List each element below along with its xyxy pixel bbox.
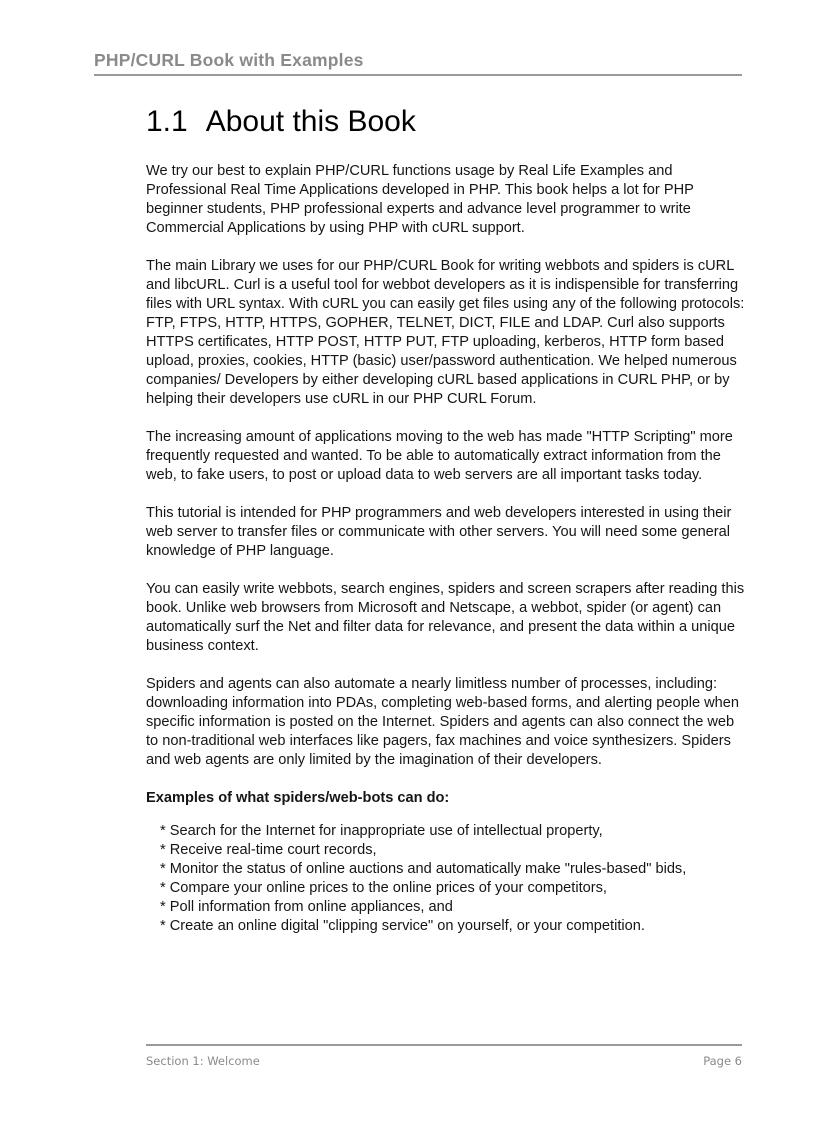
paragraph-intro: We try our best to explain PHP/CURL functions usage by Real Life Examples and Professional Real Time Applications developed in PHP. This book helps a lot for PHP beginner students, PHP professional experts and advance level programmer to write Commercial Applications by using PHP with cURL support. — [146, 163, 694, 236]
footer-page-number: Page 6 — [703, 1054, 742, 1068]
paragraph-http-scripting: The increasing amount of applications moving to the web has made "HTTP Scripting" more frequently requested and wanted. To be able to automatically extract information from the web, to fake users, to post or upload data to web servers are all important tasks today. — [146, 429, 733, 483]
paragraph-webbots: You can easily write webbots, search engines, spiders and screen scrapers after reading this book. Unlike web browsers from Microsoft and Netscape, a webbot, spider (or agent) can automatically surf the Net and filter data for relevance, and present the data within a unique business context. — [146, 581, 745, 654]
list-item: * Monitor the status of online auctions and automatically make "rules-based" bids, — [160, 861, 687, 877]
footer-divider — [146, 1044, 742, 1046]
examples-list — [146, 822, 746, 936]
running-header: PHP/CURL Book with Examples — [94, 50, 364, 70]
examples-heading: Examples of what spiders/web-bots can do: — [146, 790, 450, 806]
section-number: 1.1 — [146, 105, 188, 138]
body-text — [146, 162, 746, 936]
list-item: * Create an online digital "clipping service" on yourself, or your competition. — [160, 918, 645, 934]
list-item: * Compare your online prices to the online prices of your competitors, — [160, 880, 607, 896]
list-item: * Poll information from online appliances, and — [160, 899, 453, 915]
paragraph-library: The main Library we uses for our PHP/CURL Book for writing webbots and spiders is cURL and libcURL. Curl is a useful tool for webbot developers as it is indispensible for transferring files with URL syntax. With cURL you can easily get files using any of the following protocols: FTP, FTPS, HTTP, HTTPS, GOPHER, TELNET, DICT, FILE and LDAP. Curl also supports HTTPS certificates, HTTP POST, HTTP PUT, FTP uploading, kerberos, HTTP form based upload, proxies, cookies, HTTP (basic) user/password authentication. We helped numerous companies/ Developers by either developing cURL based applications in CURL PHP, or by helping their developers use cURL in our PHP CURL Forum. — [146, 258, 745, 407]
paragraph-automation: Spiders and agents can also automate a nearly limitless number of processes, including: downloading information into PDAs, completing web-based forms, and alerting people when specific information is posted on the Internet. Spiders and agents can also connect the web to non-traditional web interfaces like pagers, fax machines and voice synthesizers. Spiders and web agents are only limited by the imagination of their developers. — [146, 676, 740, 768]
paragraph-audience: This tutorial is intended for PHP programmers and web developers interested in using their web server to transfer files or communicate with other servers. You will need some general knowledge of PHP language. — [146, 505, 732, 559]
page-content — [146, 104, 746, 936]
footer-section-label: Section 1: Welcome — [146, 1054, 260, 1068]
list-item: * Search for the Internet for inappropriate use of intellectual property, — [160, 823, 603, 839]
section-title — [146, 104, 746, 140]
section-title-text: About this Book — [205, 105, 416, 138]
list-item: * Receive real-time court records, — [160, 842, 377, 858]
header-divider — [94, 74, 742, 76]
